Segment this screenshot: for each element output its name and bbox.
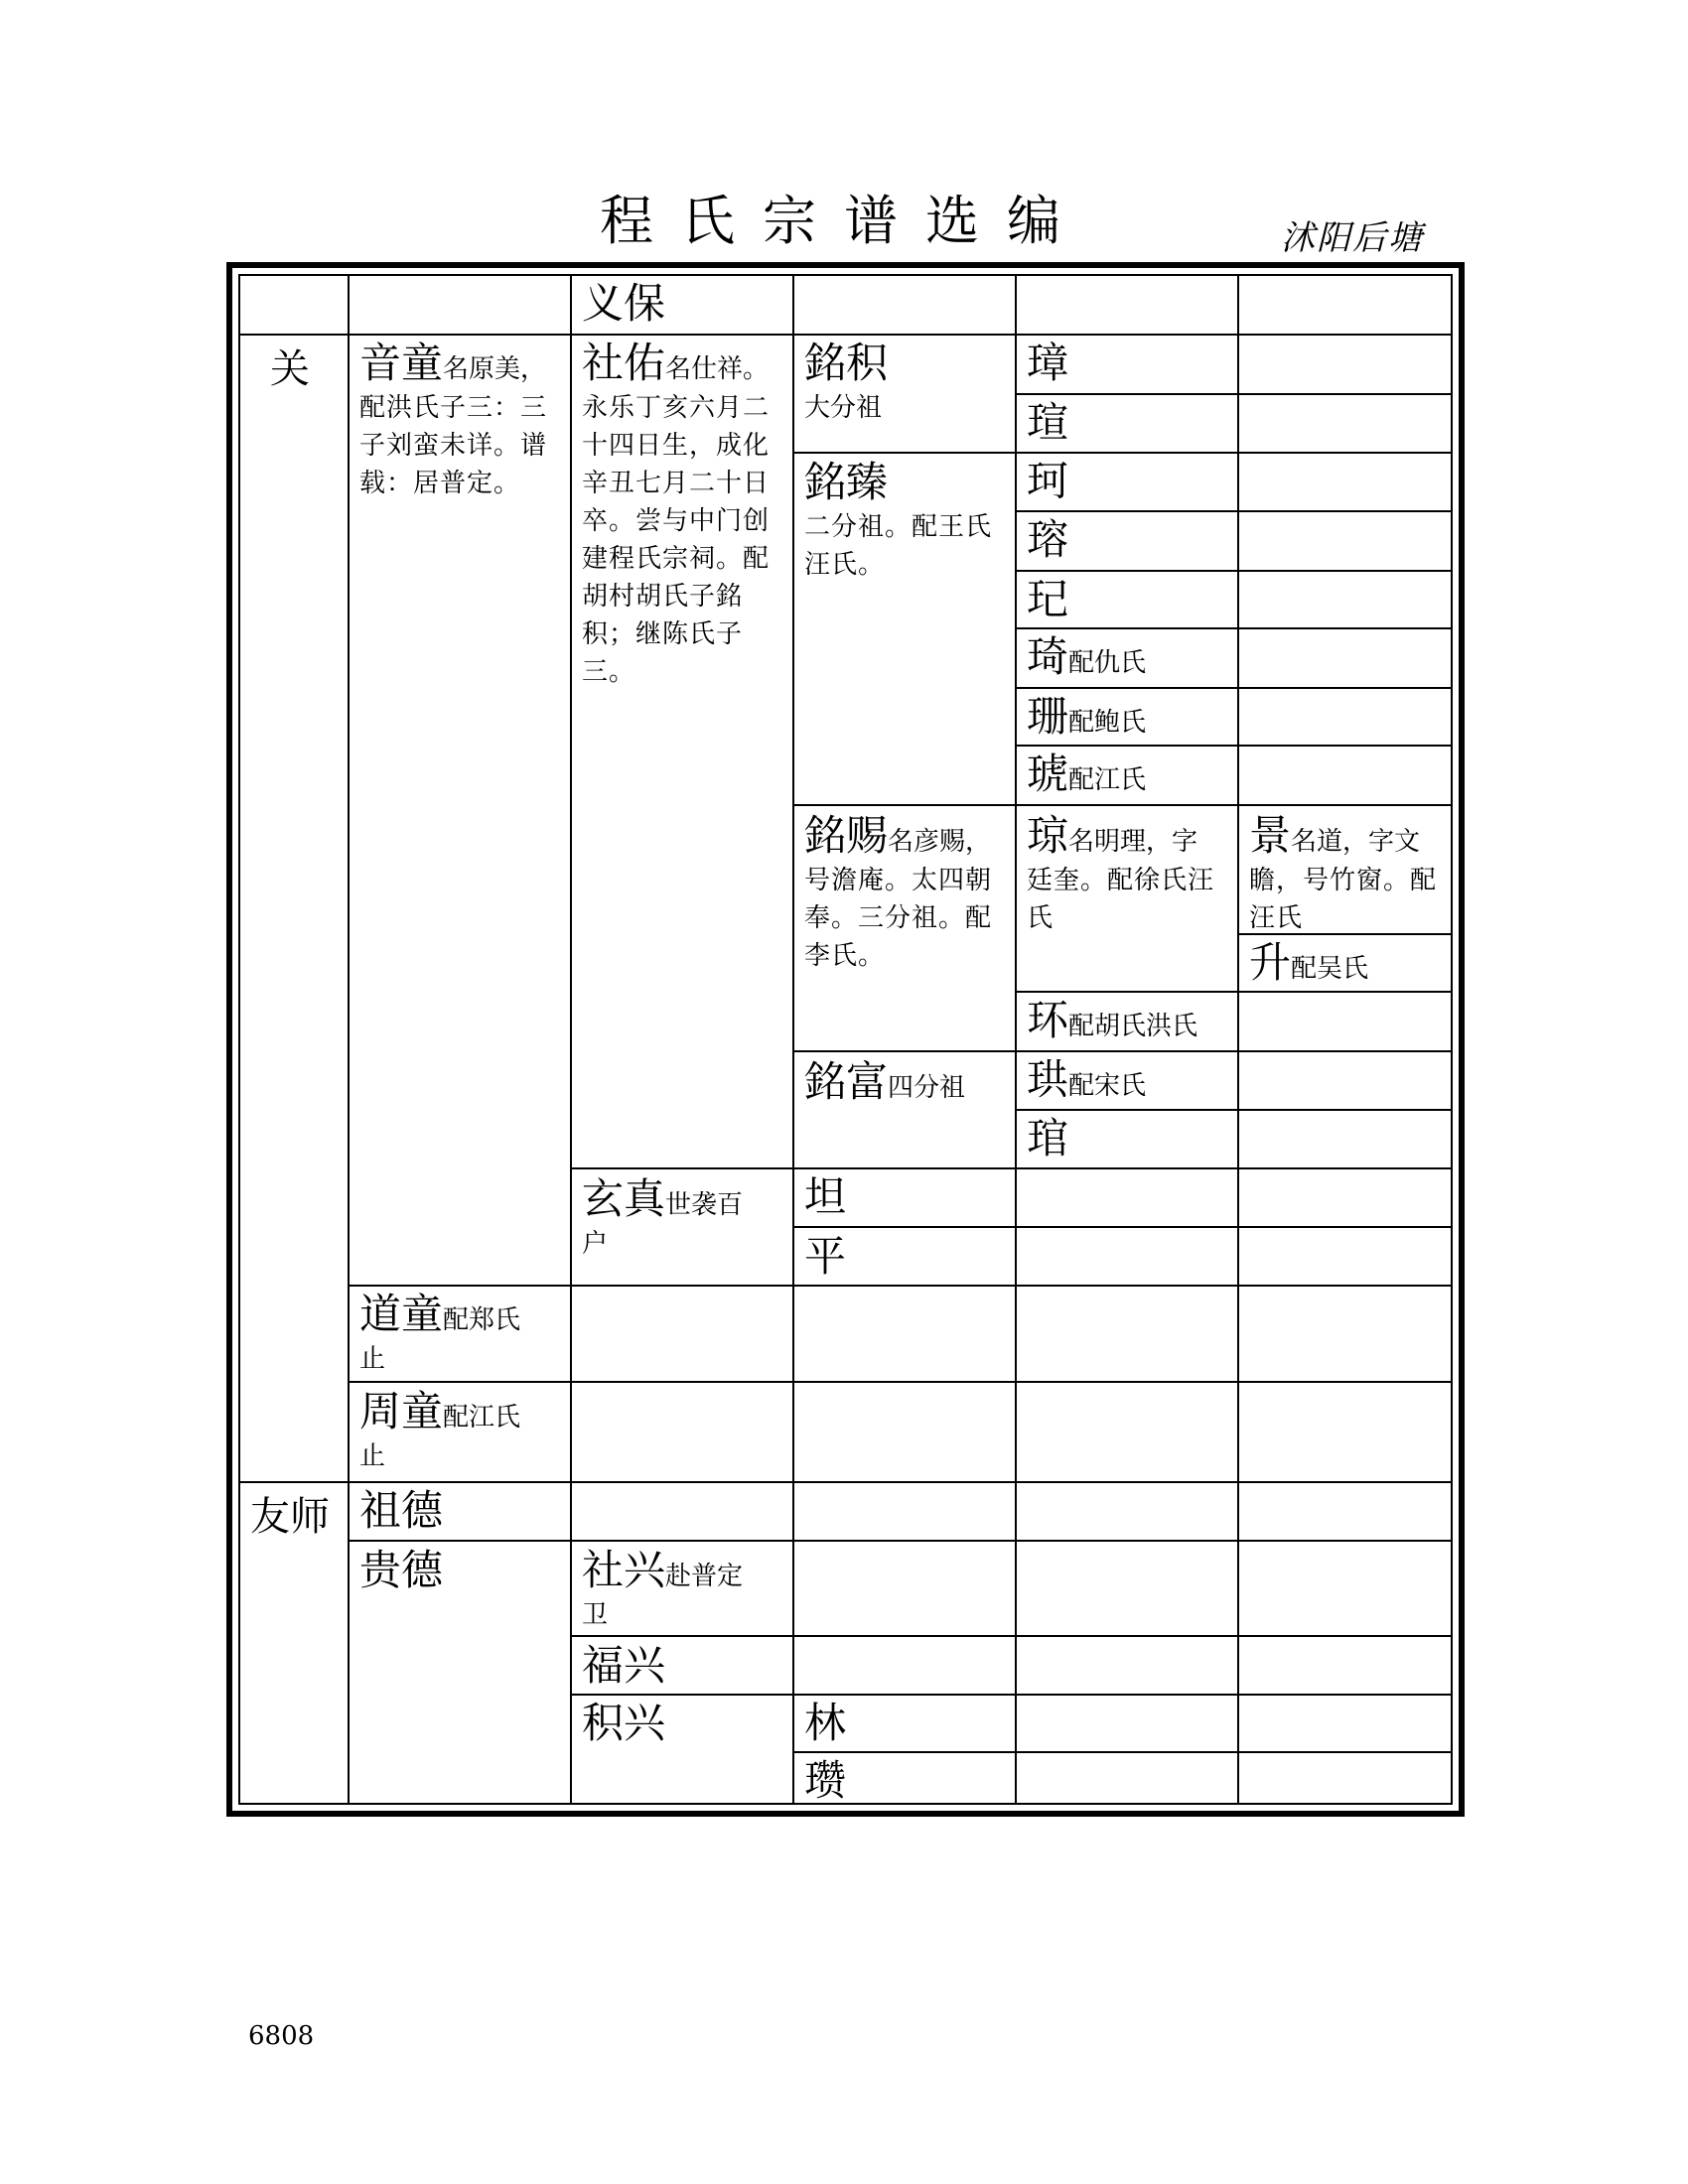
entry-liang: 琼名明理，字 廷奎。配徐氏汪氏 (1027, 811, 1215, 933)
entry-xuanzhen: 玄真世袭百 户 (582, 1174, 744, 1259)
entry-guide: 贵德 (359, 1546, 444, 1594)
entry-guan: 琯 (1027, 1114, 1069, 1162)
entry-rong: 瑢 (1027, 515, 1069, 564)
page-number: 6808 (248, 2021, 315, 2051)
page-title: 程氏宗谱选编 (600, 190, 1088, 252)
entry-ji: 玘 (1027, 575, 1069, 623)
entry-ping: 平 (804, 1232, 847, 1281)
entry-daotong: 道童配郑氏 止 (359, 1290, 521, 1374)
entry-zhoutong: 周童配江氏 止 (359, 1387, 521, 1471)
generation-label-youshi: 友师 (250, 1494, 330, 1540)
entry-jixing: 积兴 (582, 1699, 666, 1747)
entry-qi: 琦配仇氏 (1027, 632, 1147, 681)
entry-shan: 珊配鲍氏 (1027, 692, 1147, 741)
entry-huan: 环配胡氏洪氏 (1027, 996, 1198, 1044)
entry-lin: 林 (804, 1699, 847, 1747)
entry-yintong: 音童名原美， 配洪氏子三：三子刘蛮未详。谱载：居普定。 (359, 339, 548, 498)
entry-zude: 祖德 (359, 1486, 444, 1535)
entry-hu: 琥配江氏 (1027, 750, 1147, 798)
entry-mingci: 銘赐名彦赐， 号澹庵。太四朝奉。三分祖。配李氏。 (804, 811, 993, 971)
entry-tan: 坦 (804, 1172, 847, 1221)
entry-jing: 景名道，字文 瞻，号竹窗。配汪氏 (1249, 811, 1438, 933)
entry-xuan: 瑄 (1027, 398, 1069, 447)
entry-fuxing: 福兴 (582, 1641, 666, 1690)
entry-shexing: 社兴赴普定 卫 (582, 1546, 744, 1630)
entry-mingji: 銘积 大分祖 (804, 339, 889, 423)
entry-mingzhen: 銘臻 二分祖。配王氏汪氏。 (804, 458, 993, 580)
generation-label-guan: 关 (270, 346, 310, 392)
entry-ke: 珂 (1027, 457, 1069, 505)
genealogy-table (238, 274, 1453, 1805)
entry-mingfu: 銘富四分祖 (804, 1057, 966, 1106)
entry-yibao: 义保 (582, 279, 666, 328)
entry-zhang: 璋 (1027, 339, 1069, 387)
entry-zan: 瓒 (804, 1756, 847, 1805)
entry-gong: 珙配宋氏 (1027, 1055, 1147, 1104)
location-label: 沭阳后塘 (1281, 218, 1424, 258)
entry-sheyou: 社佑名仕祥。 永乐丁亥六月二十四日生，成化辛丑七月二十日卒。尝与中门创建程氏宗祠。配胡村胡氏子銘积；继陈氏子三。 (582, 339, 771, 687)
entry-sheng: 升配吴氏 (1249, 938, 1369, 987)
